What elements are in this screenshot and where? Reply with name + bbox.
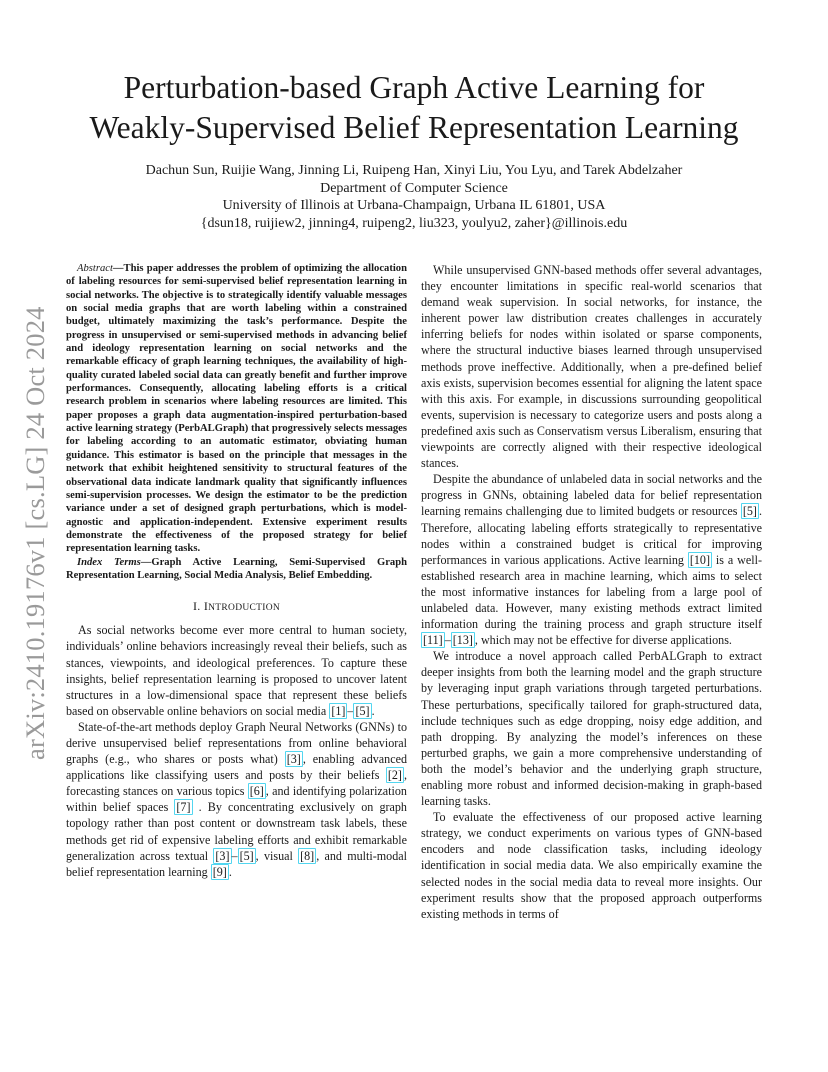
- text-run: . Therefore, allocating labeling efforts strategically to representative nodes within a constrained budget is critical for improving performances in various applications. Active learning: [421, 504, 762, 567]
- right-paragraph-2: [421, 471, 762, 648]
- text-run: .: [228, 864, 232, 879]
- text-run: is a well-established research area in machine learning, which aims to select the most informative instances for labeling from a large pool of unlabeled data. However, many existing methods extract limited information during the training process and graph structure itself: [421, 552, 762, 632]
- emails: {dsun18, ruijiew2, jinning4, ruipeng2, liu323, youlyu2, zaher}@illinois.edu: [200, 215, 628, 231]
- citation-link[interactable]: [5]: [239, 848, 254, 863]
- text-run: , which may not be effective for diverse applications.: [474, 633, 732, 648]
- citation-link[interactable]: [5]: [355, 703, 370, 718]
- text-run: –: [231, 848, 238, 863]
- text-run: .: [371, 703, 375, 718]
- text-run: , visual: [255, 848, 299, 863]
- citation-link[interactable]: [6]: [249, 784, 264, 799]
- section-number: I.: [192, 599, 204, 614]
- intro-paragraph-1: [66, 622, 407, 719]
- arxiv-identifier-stamp: [20, 290, 56, 760]
- text-run: , enabling advanced applications like classifying users and posts by their beliefs: [66, 752, 407, 783]
- right-paragraph-3: We introduce a novel approach called PerbALGraph to extract deeper insights from both the learning model and the graph structure by leveraging input graph variations through targeted perturbations. These perturbations, specifically tailored for graph-structured data, include techniques such as edge dropping, noisy edge addition, and path dropping. By analyzing the model’s inferences on these perturbed graphs, we gain a more comprehensive understanding of both the model’s behavior and the underlying graph structure, enabling more robust and informed decision-making in graph-based learning tasks.: [421, 649, 762, 809]
- author-list: Dachun Sun, Ruijie Wang, Jinning Li, Ruipeng Han, Xinyi Liu, You Lyu, and Tarek Abdelzaher: [145, 163, 683, 178]
- citation-link[interactable]: [5]: [742, 504, 757, 519]
- right-paragraph-1: While unsupervised GNN-based methods offer several advantages, they encounter limitations in specific real-world scenarios that demand weak supervision. In social networks, for instance, the inherent power law distribution creates challenges in accurately inferring beliefs for nodes within isolated or sparse components, where the structural inductive biases learned through unsupervised methods prove ineffective. Additionally, when a pre-defined belief axis exists, supervision becomes essential for aligning the latent space with this axis. For example, in discussions surrounding geopolitical events, supervision is necessary to categorize users and posts along a predefined axis such as Conservatism versus Liberalism, ensuring that viewpoints are correctly aligned with their respective ideological stances.: [421, 263, 762, 471]
- citation-link[interactable]: [13]: [452, 633, 473, 648]
- abstract: [66, 262, 407, 556]
- text-run: , and multi-modal belief representation learning: [66, 848, 408, 879]
- citation-link[interactable]: [9]: [212, 864, 227, 879]
- section-title-initial: I: [203, 599, 209, 614]
- citation-link[interactable]: [3]: [286, 752, 301, 767]
- abstract-text: —This paper addresses the problem of optimizing the allocation of labeling resources for semi-supervised belief representation learning in social networks. The objective is to strategically identify valuable messages on social media graphs that are worth labeling within a constrained budget, ultimately maximizing the task’s performance. Despite the progress in unsupervised or semi-supervised methods in advancing belief and ideology representation learning on social networks and the remarkable efficacy of graph learning techniques, the availability of high-quality curated labeled social data can greatly benefit and further improve performances. Consequently, allocating labeling efforts is a critical research problem in scenarios where labeling resources are limited. This paper proposes a graph data augmentation-inspired perturbation-based active learning strategy (PerbALGraph) that progressively selects messages for labeling according to an automatic estimator, obviating human guidance. This estimator is based on the principle that messages in the network that exhibit heightened sensitivity to structural features of the observational data indicate landmark quality that significantly influences semi-supervision processes. We design the estimator to be the prediction variance under a set of designed graph perturbations, which is model-agnostic and application-independent. Extensive experiment results demonstrate the effectiveness of the proposed strategy for belief representation learning tasks.: [66, 263, 407, 555]
- citation-link[interactable]: [3]: [215, 848, 230, 863]
- title-line-2: Weakly-Supervised Belief Representation Learning: [89, 110, 739, 145]
- text-run: , and identifying polarization within belief spaces: [66, 784, 407, 815]
- right-paragraph-4: To evaluate the effectiveness of our proposed active learning strategy, we conduct experiments on various types of GNN-based encoders and node classification tasks, including ideology identification in social media data. We also empirically examine the selected nodes in the social media data to reveal more insights. Our experiment results show that the proposed approach outperforms existing methods in terms of: [421, 810, 762, 921]
- paper-title: [50, 68, 778, 148]
- title-line-1: Perturbation-based Graph Active Learning for: [123, 70, 705, 105]
- section-heading-introduction: [66, 598, 407, 616]
- left-column: [66, 262, 407, 880]
- text-run: –: [444, 633, 451, 648]
- affiliation: University of Illinois at Urbana-Champaign, Urbana IL 61801, USA: [222, 198, 606, 213]
- citation-link[interactable]: [1]: [331, 703, 346, 718]
- intro-paragraph-2: [66, 719, 407, 880]
- text-run: As social networks become ever more central to human society, individuals’ online behaviors increasingly reveal their beliefs, such as stances, viewpoints, and ideological preferences. To capture these insights, belief representation learning is proposed to uncover latent structures in a low-dimensional space that represent these beliefs based on observable online behaviors on social media: [66, 623, 407, 718]
- index-terms: [66, 556, 407, 583]
- citation-link[interactable]: [8]: [300, 848, 315, 863]
- index-terms-label: Index Terms: [77, 556, 141, 568]
- section-title-rest: NTRODUCTION: [208, 603, 281, 614]
- text-run: State-of-the-art methods deploy Graph Neural Networks (GNNs) to derive unsupervised belief representations from online behavioral graphs (e.g., who shares or posts what): [66, 719, 407, 767]
- citation-link[interactable]: [11]: [423, 633, 443, 648]
- arxiv-id-text: arXiv:2410.19176v1 [cs.LG] 24 Oct 2024: [20, 306, 50, 760]
- abstract-label: Abstract: [77, 263, 113, 274]
- text-run: Despite the abundance of unlabeled data in social networks and the progress in GNNs, obtaining labeled data for belief representation learning remains challenging due to limited budgets or resources: [421, 472, 762, 519]
- text-run: , forecasting stances on various topics: [66, 768, 407, 799]
- right-column: [421, 262, 762, 922]
- citation-link[interactable]: [10]: [689, 552, 711, 567]
- department: Department of Computer Science: [320, 180, 508, 196]
- text-run: –: [347, 703, 354, 718]
- author-block: [50, 162, 778, 232]
- index-terms-text: —Graph Active Learning, Semi-Supervised Graph Representation Learning, Social Media Analysis, Belief Embedding.: [66, 556, 407, 581]
- citation-link[interactable]: [7]: [176, 800, 191, 815]
- citation-link[interactable]: [2]: [387, 768, 402, 783]
- text-run: . By concentrating exclusively on graph topology rather than post content or downstream task labels, these methods get rid of expensive labeling efforts and exhibit remarkable generalization across textual: [66, 800, 407, 863]
